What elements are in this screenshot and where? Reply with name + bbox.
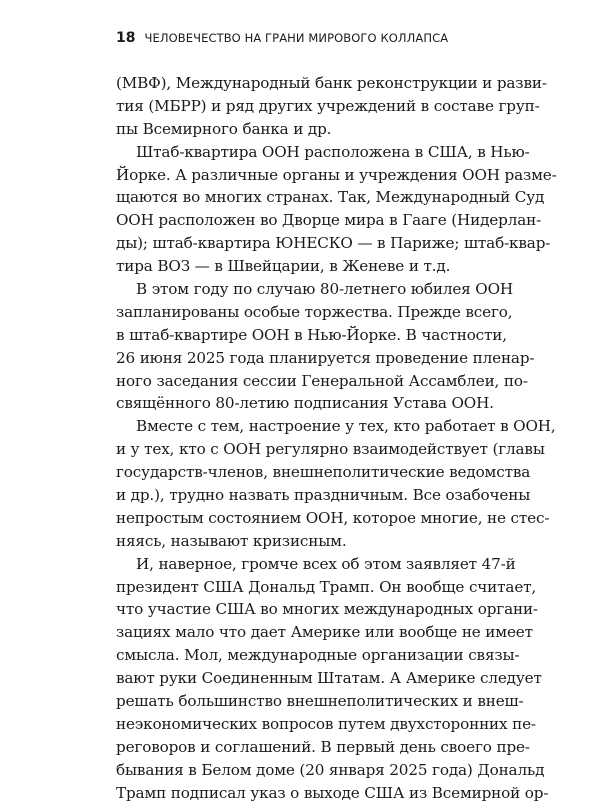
paragraph [116,553,549,805]
text-line: Штаб-квартира ООН расположена в США, в Нью- [136,142,530,161]
text-line: Вместе с тем, настроение у тех, кто работает в ООН, [136,417,556,436]
running-title: ЧЕЛОВЕЧЕСТВО НА ГРАНИ МИРОВОГО КОЛЛАПСА [144,31,449,45]
text-line: ного заседания сессии Генеральной Ассамблеи, по- [116,371,528,390]
text-line: И, наверное, громче всех об этом заявляет 47-й [136,554,516,573]
page-number: 18 [116,30,136,46]
text-line: Трамп подписал указ о выходе США из Всемирной ор- [116,783,549,802]
text-line: ды); штаб-квартира ЮНЕСКО — в Париже; штаб-квар- [116,234,551,253]
text-line: (МВФ), Международный банк реконструкции и разви- [116,74,547,92]
text-line: в штаб-квартире ООН в Нью-Йорке. В частности, [116,325,507,344]
text-line: президент США Дональд Трамп. Он вообще считает, [116,577,537,596]
text-line: неэкономических вопросов путем двухсторонних пе- [116,714,536,733]
text-line: тия (МБРР) и ряд других учреждений в составе груп- [116,96,540,115]
text-line: зациях мало что дает Америке или вообще не имеет [116,623,533,642]
text-line: решать большинство внешнеполитических и внеш- [116,692,524,711]
text-line: и др.), трудно назвать праздничным. Все озабочены [116,486,531,505]
text-line: смысла. Мол, международные организации связы- [116,646,520,665]
text-line: щаются во многих странах. Так, Международный Суд [116,188,545,207]
paragraph [116,141,557,278]
text-line: ООН расположен во Дворце мира в Гааге (Нидерлан- [116,211,542,230]
text-line: реговоров и соглашений. В первый день своего пре- [116,737,530,756]
text-line: вают руки Соединенным Штатам. А Америке следует [116,669,542,688]
running-head [116,30,490,52]
text-line: непростым состоянием ООН, которое многие, не стес- [116,508,550,527]
text-line: и у тех, кто с ООН регулярно взаимодействует (главы [116,440,545,459]
text-line: запланированы особые торжества. Прежде всего, [116,302,513,321]
text-line: Йорке. А различные органы и учреждения ООН разме- [116,165,557,184]
text-line: В этом году по случаю 80-летнего юбилея ООН [136,280,513,299]
paragraph [116,415,556,552]
text-line: что участие США во многих международных органи- [116,600,538,619]
text-line: 26 июня 2025 года планируется проведение пленар- [116,348,535,367]
book-page [116,30,557,805]
text-line: няясь, называют кризисным. [116,531,347,550]
text-line: свящённого 80-летию подписания Устава ООН. [116,394,494,413]
text-line: бывания в Белом доме (20 января 2025 года) Дональд [116,760,545,779]
text-line: тира ВОЗ — в Швейцарии, в Женеве и т.д. [116,257,451,276]
text-line: государств-членов, внешнеполитические ведомства [116,463,531,482]
body-text [116,72,557,805]
paragraph [116,278,535,415]
text-line: пы Всемирного банка и др. [116,119,332,138]
paragraph [116,72,547,141]
